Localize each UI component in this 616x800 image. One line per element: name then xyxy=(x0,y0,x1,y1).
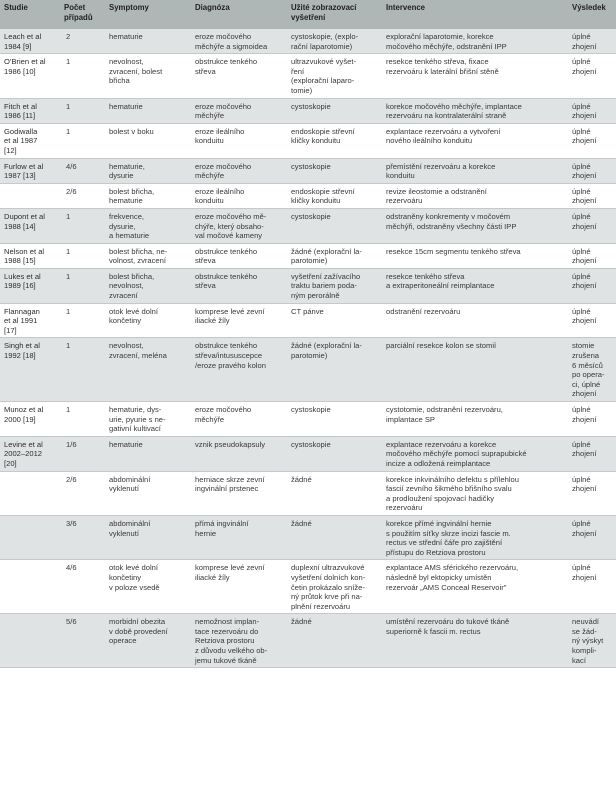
outcome-cell: úplné zhojení xyxy=(568,98,616,123)
table-row xyxy=(0,268,616,303)
diagnosis-cell: komprese levé zevní iliacké žíly xyxy=(191,303,287,338)
intervention-cell: explantace AMS sférického rezervoáru, následně byl ektopicky umístěn rezervoár „AMS Conceal Reservoir" xyxy=(382,560,568,614)
diagnosis-cell: nemožnost implan- tace rezervoáru do Retziova prostoru z důvodu velkého ob- jemu tukové tkáně xyxy=(191,614,287,668)
intervention-cell: umístění rezervoáru do tukové tkáně superiorně k fascii m. rectus xyxy=(382,614,568,668)
symptoms-cell: bolest v boku xyxy=(105,123,191,158)
imaging-cell: endoskopie střevní kličky konduitu xyxy=(287,123,382,158)
outcome-cell: úplné zhojení xyxy=(568,471,616,515)
intervention-cell: explantace rezervoáru a korekce močového měchýře pomocí suprapubické incize a odložená reimplantace xyxy=(382,436,568,471)
outcome-cell: stomie zrušena 6 měsíců po opera- ci, úplné zhojení xyxy=(568,338,616,402)
study-cell xyxy=(0,614,60,668)
symptoms-cell: hematurie, dys- urie, pyurie s ne- gativní kultivací xyxy=(105,402,191,437)
header-intervention: Intervence xyxy=(382,0,568,29)
table-row xyxy=(0,29,616,54)
symptoms-cell: nevolnost, zvracení, meléna xyxy=(105,338,191,402)
symptoms-cell: frekvence, dysurie, a hematurie xyxy=(105,208,191,243)
diagnosis-cell: obstrukce tenkého střeva xyxy=(191,268,287,303)
outcome-cell: úplné zhojení xyxy=(568,268,616,303)
diagnosis-cell: eroze ileálního konduitu xyxy=(191,183,287,208)
case-count-cell: 1 xyxy=(60,268,105,303)
imaging-cell: žádné xyxy=(287,515,382,559)
diagnosis-cell: přímá ingvinální hernie xyxy=(191,515,287,559)
table-row xyxy=(0,402,616,437)
diagnosis-cell: eroze močového měchýře xyxy=(191,402,287,437)
case-count-cell: 3/6 xyxy=(60,515,105,559)
case-count-cell: 2/6 xyxy=(60,183,105,208)
outcome-cell: úplné zhojení xyxy=(568,303,616,338)
study-cell: Dupont et al 1988 [14] xyxy=(0,208,60,243)
symptoms-cell: abdominální vyklenutí xyxy=(105,471,191,515)
outcome-cell: úplné zhojení xyxy=(568,402,616,437)
study-cell xyxy=(0,515,60,559)
intervention-cell: explantace rezervoáru a vytvoření nového ileálního konduitu xyxy=(382,123,568,158)
imaging-cell: žádné xyxy=(287,614,382,668)
outcome-cell: úplné zhojení xyxy=(568,436,616,471)
imaging-cell: CT pánve xyxy=(287,303,382,338)
symptoms-cell: bolest břicha, ne- volnost, zvracení xyxy=(105,243,191,268)
outcome-cell: úplné zhojení xyxy=(568,183,616,208)
diagnosis-cell: eroze močového měchýře a sigmoidea xyxy=(191,29,287,54)
imaging-cell: cystoskopie, (explo- rační laparotomie) xyxy=(287,29,382,54)
table-row xyxy=(0,158,616,183)
study-cell: Godiwalla et al 1987 [12] xyxy=(0,123,60,158)
header-outcome: Výsledek xyxy=(568,0,616,29)
header-study: Studie xyxy=(0,0,60,29)
table-row xyxy=(0,436,616,471)
table-header xyxy=(0,0,616,29)
imaging-cell: ultrazvukové vyšet- ření (explorační laparo- tomie) xyxy=(287,54,382,98)
table-row xyxy=(0,98,616,123)
case-count-cell: 4/6 xyxy=(60,560,105,614)
study-cell: Munoz et al 2000 [19] xyxy=(0,402,60,437)
diagnosis-cell: obstrukce tenkého střeva/intususcepce /eroze pravého kolon xyxy=(191,338,287,402)
diagnosis-cell: vznik pseudokapsuly xyxy=(191,436,287,471)
outcome-cell: úplné zhojení xyxy=(568,515,616,559)
study-cell: Levine et al 2002–2012 [20] xyxy=(0,436,60,471)
diagnosis-cell: komprese levé zevní iliacké žíly xyxy=(191,560,287,614)
table-row xyxy=(0,243,616,268)
case-count-cell: 1 xyxy=(60,98,105,123)
case-count-cell: 1 xyxy=(60,338,105,402)
diagnosis-cell: eroze ileálního konduitu xyxy=(191,123,287,158)
symptoms-cell: nevolnost, zvracení, bolest břicha xyxy=(105,54,191,98)
imaging-cell: žádné (explorační la- parotomie) xyxy=(287,243,382,268)
outcome-cell: úplné zhojení xyxy=(568,243,616,268)
diagnosis-cell: eroze močového měchýře xyxy=(191,98,287,123)
outcome-cell: neuvádí se žád- ný výskyt kompli- kací xyxy=(568,614,616,668)
study-cell: Fitch et al 1986 [11] xyxy=(0,98,60,123)
study-cell: Singh et al 1992 [18] xyxy=(0,338,60,402)
intervention-cell: korekce močového měchýře, implantace rezervoáru na kontralaterální straně xyxy=(382,98,568,123)
table-row xyxy=(0,560,616,614)
imaging-cell: duplexní ultrazvukové vyšetření dolních kon- četin prokázalo sníže- ný průtok krve při na- plnění rezervoáru xyxy=(287,560,382,614)
case-count-cell: 1 xyxy=(60,208,105,243)
intervention-cell: korekce přímé ingvinální hernie s použitím síťky skrze incizi fascie m. rectus ve střední čáře pro zajištění přístupu do Retziova prostoru xyxy=(382,515,568,559)
outcome-cell: úplné zhojení xyxy=(568,560,616,614)
imaging-cell: endoskopie střevní kličky konduitu xyxy=(287,183,382,208)
intervention-cell: resekce tenkého střeva a extraperitoneální reimplantace xyxy=(382,268,568,303)
diagnosis-cell: obstrukce tenkého střeva xyxy=(191,243,287,268)
study-cell: Flannagan et al 1991 [17] xyxy=(0,303,60,338)
imaging-cell: cystoskopie xyxy=(287,208,382,243)
diagnosis-cell: eroze močového mě- chýře, který obsaho- val močové kameny xyxy=(191,208,287,243)
case-count-cell: 2 xyxy=(60,29,105,54)
symptoms-cell: bolest břicha, hematurie xyxy=(105,183,191,208)
table-row xyxy=(0,338,616,402)
symptoms-cell: abdominální vyklenutí xyxy=(105,515,191,559)
study-cell xyxy=(0,560,60,614)
header-diagnosis: Diagnóza xyxy=(191,0,287,29)
intervention-cell: resekce tenkého střeva, fixace rezervoáru k laterální břišní stěně xyxy=(382,54,568,98)
intervention-cell: korekce inkvinálního defektu s přílehlou fascií zevního šikmého břišního svalu a prodloužení spojovací hadičky rezervoáru xyxy=(382,471,568,515)
diagnosis-cell: herniace skrze zevní ingvinální prstenec xyxy=(191,471,287,515)
symptoms-cell: bolest břicha, nevolnost, zvracení xyxy=(105,268,191,303)
table-row xyxy=(0,208,616,243)
outcome-cell: úplné zhojení xyxy=(568,54,616,98)
imaging-cell: cystoskopie xyxy=(287,402,382,437)
table-row xyxy=(0,614,616,668)
case-count-cell: 2/6 xyxy=(60,471,105,515)
case-count-cell: 1 xyxy=(60,123,105,158)
intervention-cell: revize ileostomie a odstranění rezervoáru xyxy=(382,183,568,208)
table-row xyxy=(0,303,616,338)
case-count-cell: 4/6 xyxy=(60,158,105,183)
diagnosis-cell: eroze močového měchýře xyxy=(191,158,287,183)
imaging-cell: cystoskopie xyxy=(287,436,382,471)
case-count-cell: 1 xyxy=(60,243,105,268)
symptoms-cell: hematurie xyxy=(105,98,191,123)
table-row xyxy=(0,471,616,515)
table-body xyxy=(0,29,616,668)
header-symptoms: Symptomy xyxy=(105,0,191,29)
symptoms-cell: morbidní obezita v době provedení operace xyxy=(105,614,191,668)
case-count-cell: 1 xyxy=(60,54,105,98)
case-count-cell: 5/6 xyxy=(60,614,105,668)
study-cell: Furlow et al 1987 [13] xyxy=(0,158,60,183)
case-count-cell: 1/6 xyxy=(60,436,105,471)
imaging-cell: cystoskopie xyxy=(287,98,382,123)
outcome-cell: úplné zhojení xyxy=(568,123,616,158)
diagnosis-cell: obstrukce tenkého střeva xyxy=(191,54,287,98)
intervention-cell: explorační laparotomie, korekce močového měchýře, odstranění IPP xyxy=(382,29,568,54)
symptoms-cell: hematurie xyxy=(105,29,191,54)
intervention-cell: resekce 15cm segmentu tenkého střeva xyxy=(382,243,568,268)
imaging-cell: vyšetření zažívacího traktu bariem poda- ným perorálně xyxy=(287,268,382,303)
study-cell: Nelson et al 1988 [15] xyxy=(0,243,60,268)
case-count-cell: 1 xyxy=(60,303,105,338)
imaging-cell: žádné (explorační la- parotomie) xyxy=(287,338,382,402)
symptoms-cell: hematurie xyxy=(105,436,191,471)
table-row xyxy=(0,515,616,559)
outcome-cell: úplné zhojení xyxy=(568,208,616,243)
imaging-cell: žádné xyxy=(287,471,382,515)
study-cell xyxy=(0,471,60,515)
study-cell: O'Brien et al 1986 [10] xyxy=(0,54,60,98)
study-cell: Lukes et al 1989 [16] xyxy=(0,268,60,303)
symptoms-cell: otok levé dolní končetiny v poloze vsedě xyxy=(105,560,191,614)
case-count-cell: 1 xyxy=(60,402,105,437)
study-cell xyxy=(0,183,60,208)
study-cell: Leach et al 1984 [9] xyxy=(0,29,60,54)
outcome-cell: úplné zhojení xyxy=(568,29,616,54)
table-row xyxy=(0,123,616,158)
imaging-cell: cystoskopie xyxy=(287,158,382,183)
outcome-cell: úplné zhojení xyxy=(568,158,616,183)
intervention-cell: přemístění rezervoáru a korekce konduitu xyxy=(382,158,568,183)
intervention-cell: cystotomie, odstranění rezervoáru, implantace SP xyxy=(382,402,568,437)
header-row xyxy=(0,0,616,29)
intervention-cell: odstranění rezervoáru xyxy=(382,303,568,338)
symptoms-cell: hematurie, dysurie xyxy=(105,158,191,183)
intervention-cell: parciální resekce kolon se stomií xyxy=(382,338,568,402)
table-row xyxy=(0,183,616,208)
header-case-count: Počet případů xyxy=(60,0,105,29)
symptoms-cell: otok levé dolní končetiny xyxy=(105,303,191,338)
intervention-cell: odstraněny konkrementy v močovém měchýři, odstraněny všechny části IPP xyxy=(382,208,568,243)
table-row xyxy=(0,54,616,98)
header-imaging: Užité zobrazovací vyšetření xyxy=(287,0,382,29)
